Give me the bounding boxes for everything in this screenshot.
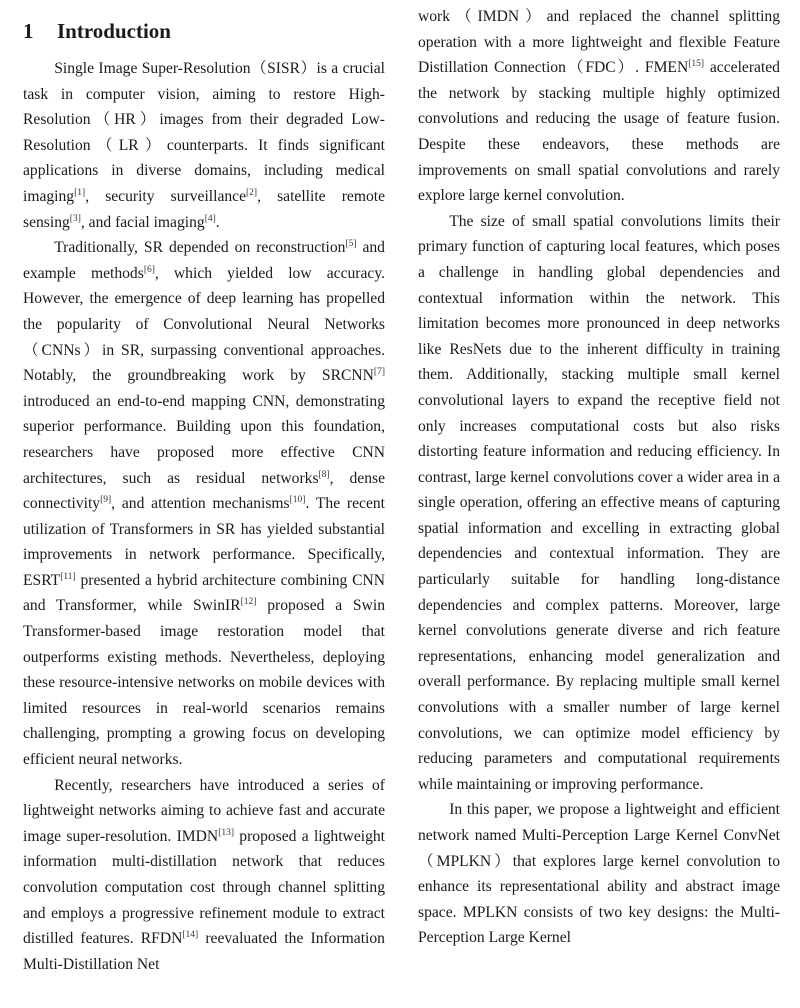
- body-paragraph: [418, 209, 780, 798]
- paragraph-text: Recently, researchers have introduced a series of lightweight networks aiming to achieve fast and accurate image super-resolution. IMDN: [23, 776, 385, 845]
- right-column: [418, 4, 780, 951]
- citation-reference[interactable]: [8]: [318, 469, 330, 480]
- paragraph-text: The size of small spatial convolutions limits their primary function of capturing local features, which poses a challenge in handling global dependencies and contextual information within the network. This limitation becomes more pronounced in deep networks like ResNets due to the inherent difficulty in training them. Additionally, stacking multiple small kernel convolutional layers to expand the receptive field not only increases computational costs but also risks distorting feature information and reducing efficiency. In contrast, large kernel convolutions cover a wider area in a single operation, offering an effective means of capturing spatial information and excelling in extracting global dependencies and contextual information. They are particularly suitable for handling long-distance dependencies and complex patterns. Moreover, large kernel convolutions generate diverse and rich feature representations, enhancing model generalization and overall performance. By replacing multiple small kernel convolutions with a smaller number of large kernel convolutions, we can optimize model efficiency by reducing parameters and computational requirements while maintaining or improving performance.: [418, 212, 780, 793]
- paragraph-text: , dense connectivity: [23, 469, 385, 513]
- paragraph-text: accelerated the network by stacking multiple highly optimized convolutions and reducing the usage of feature fusion. Despite these endeavors, these methods are improvements on small spatial convolutions and rarely explore large kernel convolution.: [418, 59, 780, 205]
- paragraph-text: , which yielded low accuracy. However, the emergence of deep learning has propelled the popularity of Convolutional Neural Networks（CNNs）in SR, surpassing conventional approaches. Notably, the groundbreaking work by SRCNN: [23, 264, 386, 385]
- section-title: Introduction: [57, 19, 171, 43]
- body-paragraph: [418, 797, 780, 951]
- citation-reference[interactable]: [13]: [218, 827, 235, 838]
- paragraph-text: .: [215, 213, 220, 231]
- paragraph-text: presented a hybrid architecture combining CNN and Transformer, while SwinIR: [23, 571, 385, 615]
- body-paragraph: [418, 4, 780, 209]
- paragraph-text: introduced an end-to-end mapping CNN, demonstrating superior performance. Building upon this foundation, researchers have proposed more effective CNN architectures, such as residual networks: [23, 392, 385, 487]
- paragraph-text: , and attention mechanisms: [111, 495, 290, 513]
- paragraph-text: proposed a lightweight information multi-distillation network that reduces convolution computation cost through channel splitting and employs a progressive refinement module to extract distilled features. RFDN: [23, 827, 385, 948]
- citation-reference[interactable]: [3]: [69, 213, 81, 224]
- citation-reference[interactable]: [14]: [182, 930, 199, 941]
- citation-reference[interactable]: [5]: [345, 239, 357, 250]
- body-paragraph: [23, 773, 385, 978]
- paragraph-text: In this paper, we propose a lightweight and efficient network named Multi-Perception Large Kernel ConvNet（MPLKN）that explores large kernel convolution to enhance its representational ability and abstract image space. MPLKN consists of two key designs: the Multi-Perception Large Kernel: [418, 801, 780, 947]
- body-paragraph: [23, 56, 385, 235]
- citation-reference[interactable]: [4]: [204, 213, 216, 224]
- paragraph-text: , security surveillance: [85, 187, 247, 205]
- paragraph-text: Traditionally, SR depended on reconstruction: [54, 239, 346, 257]
- paragraph-text: Single Image Super-Resolution（SISR）is a crucial task in computer vision, aiming to restore High-Resolution（HR）images from their degraded Low-Resolution（LR）counterparts. It finds significant applications in diverse domains, including medical imaging: [23, 60, 385, 205]
- left-column: [23, 56, 385, 977]
- paragraph-text: reevaluated the Information Multi-Distillation Net: [23, 930, 385, 973]
- citation-reference[interactable]: [9]: [100, 495, 112, 506]
- citation-reference[interactable]: [12]: [240, 597, 257, 608]
- citation-reference[interactable]: [6]: [143, 264, 155, 275]
- citation-reference[interactable]: [11]: [60, 571, 76, 582]
- body-paragraph: [23, 235, 385, 772]
- section-number: 1: [23, 19, 34, 43]
- paragraph-text: . The recent utilization of Transformers in SR has yielded substantial improvements in network performance. Specifically, ESRT: [23, 495, 385, 589]
- paragraph-text: work（IMDN）and replaced the channel splitting operation with a more lightweight and flexible Feature Distillation Connection（FDC）. FMEN: [418, 8, 780, 77]
- paragraph-text: and example methods: [23, 239, 385, 282]
- paragraph-text: , and facial imaging: [80, 213, 205, 231]
- citation-reference[interactable]: [1]: [74, 187, 86, 198]
- paragraph-text: , satellite remote sensing: [23, 187, 385, 231]
- citation-reference[interactable]: [10]: [289, 495, 306, 506]
- paragraph-text: proposed a Swin Transformer-based image restoration model that outperforms existing methods. Nevertheless, deploying these resource-intensive networks on mobile devices with limited resources in real-world scenarios remains challenging, prompting a growing focus on developing efficient neural networks.: [23, 597, 385, 769]
- citation-reference[interactable]: [7]: [373, 367, 385, 378]
- section-heading: [23, 16, 171, 46]
- citation-reference[interactable]: [2]: [246, 187, 258, 198]
- citation-reference[interactable]: [15]: [688, 59, 705, 70]
